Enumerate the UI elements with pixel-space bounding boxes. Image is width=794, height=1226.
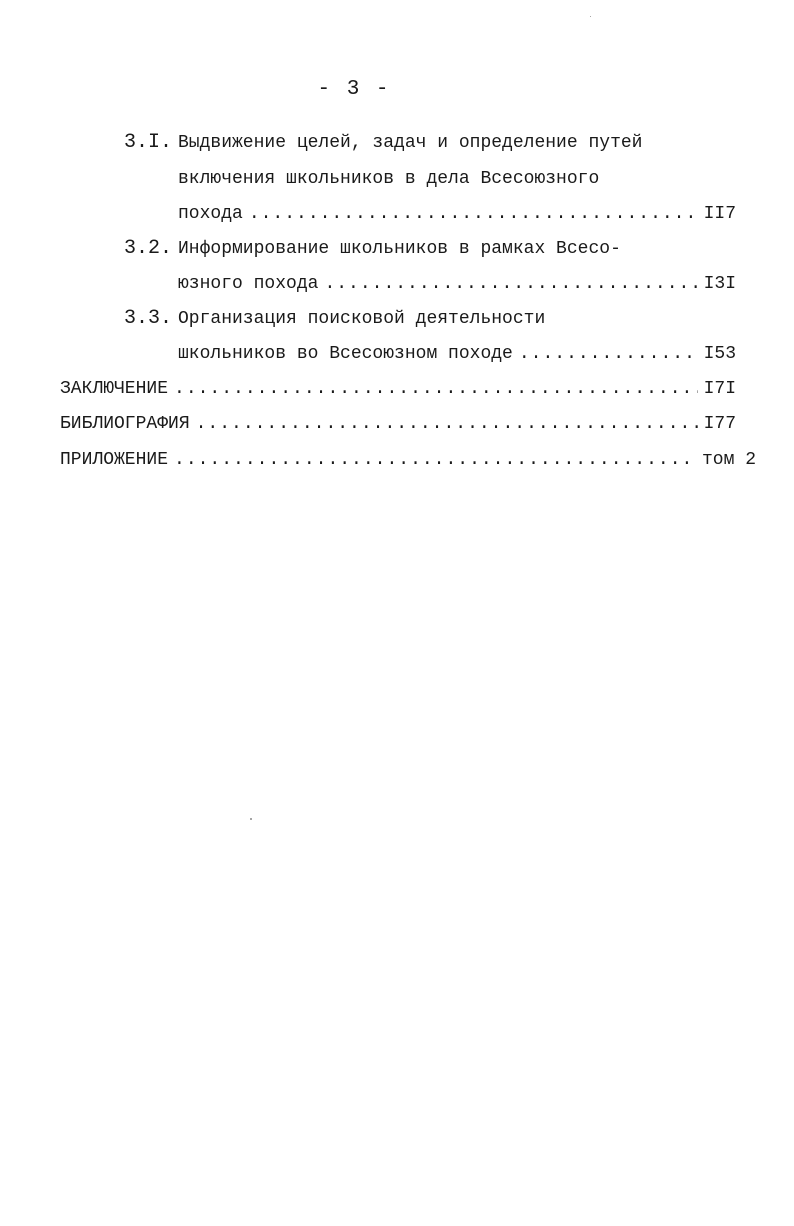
- dot-leader: [174, 445, 696, 475]
- toc-entry-title: Информирование школьников в рамках Всесо-: [178, 239, 621, 259]
- toc-entry-title: ПРИЛОЖЕНИЕ: [60, 450, 169, 470]
- toc-entry-3-1-line1: [124, 128, 684, 158]
- page-reference: I3I: [703, 274, 736, 294]
- dot-leader: [249, 199, 698, 229]
- toc-entry-3-2-line2: [178, 269, 736, 299]
- toc-entry-title: Организация поисковой деятельности: [178, 309, 546, 329]
- section-number: 3.3.: [124, 307, 173, 330]
- toc-entry-conclusion: [60, 374, 736, 404]
- toc-entry-3-1-line3: [178, 199, 736, 229]
- section-number: 3.I.: [124, 131, 173, 154]
- page-reference: том 2: [701, 450, 756, 470]
- page-reference: II7: [703, 204, 736, 224]
- toc-entry-title: Выдвижение целей, задач и определение путей: [178, 133, 643, 153]
- scan-speck: [590, 16, 591, 17]
- toc-entry-3-1-line2: [178, 164, 698, 194]
- page-number: - 3 -: [317, 78, 391, 101]
- dot-leader: [196, 409, 698, 439]
- toc-entry-3-3-line1: [124, 304, 684, 334]
- dot-leader: [174, 374, 698, 404]
- page-reference: I7I: [703, 379, 736, 399]
- toc-entry-title-continued: юзного похода: [178, 274, 319, 294]
- section-number: 3.2.: [124, 237, 173, 260]
- toc-entry-3-3-line2: [178, 339, 736, 369]
- toc-entry-title-continued: похода: [178, 204, 243, 224]
- toc-entry-appendix: [60, 445, 756, 475]
- dot-leader: [519, 339, 698, 369]
- toc-entry-title: ЗАКЛЮЧЕНИЕ: [60, 379, 169, 399]
- toc-entry-title-continued: школьников во Всесоюзном походе: [178, 344, 513, 364]
- scan-speck: [250, 818, 252, 820]
- toc-entry-title: БИБЛИОГРАФИЯ: [60, 414, 190, 434]
- toc-entry-bibliography: [60, 409, 736, 439]
- page-reference: I53: [703, 344, 736, 364]
- dot-leader: [324, 269, 697, 299]
- page-reference: I77: [703, 414, 736, 434]
- toc-entry-3-2-line1: [124, 234, 684, 264]
- toc-entry-title-continued: включения школьников в дела Всесоюзного: [178, 169, 600, 189]
